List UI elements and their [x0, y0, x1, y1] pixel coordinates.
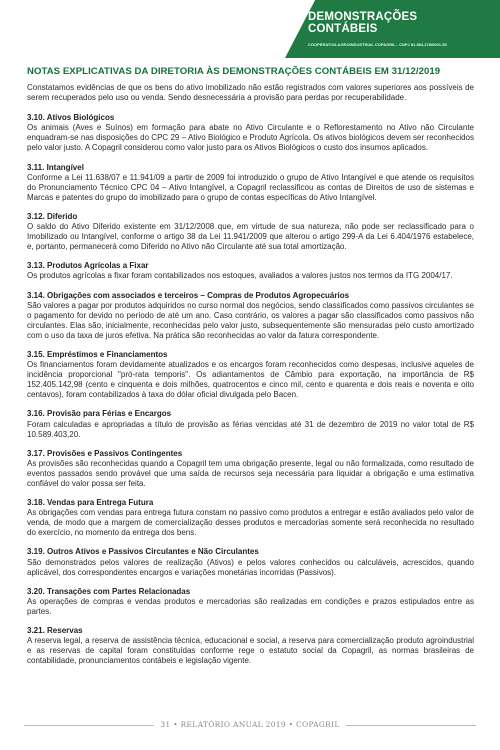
header-title-line2: CONTÁBEIS: [308, 22, 378, 35]
note-section: [27, 547, 474, 577]
note-section: [27, 261, 474, 281]
note-body: O saldo do Ativo Diferido existente em 31/12/2008 que, em virtude de sua natureza, não pode ser reclassificado para o Imobilizado ou Intangível, conforme o artigo 38 da Lei 11.941/2009 que alterou o artigo 299-A da Lei 6.404/1976 estabelece, e, portanto, permanecerá como Diferido no Ativo não Circulante até sua total amortização.: [27, 222, 474, 252]
notes-content: [27, 83, 474, 675]
page-title: NOTAS EXPLICATIVAS DA DIRETORIA ÀS DEMONSTRAÇÕES CONTÁBEIS EM 31/12/2019: [27, 66, 441, 77]
note-heading: 3.18. Vendas para Entrega Futura: [27, 498, 154, 508]
footer-text: 31 • RELATÓRIO ANUAL 2019 • COPAGRIL: [154, 720, 345, 729]
note-heading: 3.13. Produtos Agrícolas a Fixar: [27, 261, 149, 271]
note-heading: 3.16. Provisão para Férias e Encargos: [27, 409, 172, 419]
note-section: [27, 409, 474, 439]
note-body: As provisões são reconhecidas quando a Copagril tem uma obrigação presente, legal ou não formalizada, como resultado de eventos passados sendo provável que uma saída de recursos seja necessária para liquidar a obrigação e uma estimativa confiável do valor possa ser feita.: [27, 458, 474, 488]
note-section: [27, 449, 474, 489]
note-heading: 3.19. Outros Ativos e Passivos Circulantes e Não Circulantes: [27, 547, 259, 557]
header-title: [308, 12, 488, 35]
note-body: As operações de compras e vendas produtos e mercadorias são realizadas em condições e prazos estipulados entre as partes.: [27, 596, 474, 616]
page-header: [0, 0, 500, 58]
note-section: [27, 350, 474, 400]
note-heading: 3.21. Reservas: [27, 626, 83, 636]
note-body: São demonstrados pelos valores de realização (Ativos) e pelos valores conhecidos ou calculáveis, acrescidos, quando aplicável, dos correspondentes encargos e variações monetárias incorridas (Passivos).: [27, 557, 474, 577]
note-body: Foram calculadas e apropriadas a título de provisão as férias vencidas até 31 de dezembro de 2019 no valor total de R$ 10.589.403,20.: [27, 419, 474, 439]
note-heading: 3.11. Intangível: [27, 162, 84, 172]
page-footer: [0, 716, 500, 736]
note-body: Os financiamentos foram devidamente atualizados e os encargos foram reconhecidos como despesas, inclusive aqueles de incidência proporcional "pró-rata temporis". Os adiantamentos de Câmbio para exportação, na importância de R$ 152.405.142,98 (cento e cinquenta e dois milhões, quatrocentos e cinco mil, cento e quarenta e dois reais e noventa e oito centavos), foram contabilizados à taxa do dólar oficial divulgada pelo Bacen.: [27, 360, 474, 400]
note-heading: 3.12. Diferido: [27, 211, 78, 221]
note-section: [27, 626, 474, 666]
note-body: A reserva legal, a reserva de assistência técnica, educacional e social, a reserva para comercialização produto agroindustrial e as reservas de capital foram constituídas conforme rege o estatuto social da Copagril, as normas brasileiras de contabilidade, pronunciamentos contábeis e legislação vigente.: [27, 636, 474, 666]
note-section: [27, 212, 474, 252]
note-heading: 3.20. Transações com Partes Relacionadas: [27, 586, 191, 596]
note-heading: 3.10. Ativos Biológicos: [27, 113, 115, 123]
note-body: Os animais (Aves e Suínos) em formação para abate no Ativo Circulante e o Reflorestamento no Ativo não Circulante enquadram-se nas disposições do CPC 29 – Ativo Biológico e Produto Agrícola. Os ativos biológicos devem ser reconhecidos pelo valor justo. A Copagril considerou como valor justo para os Ativos Biológicos o custo dos insumos aplicados.: [27, 123, 474, 153]
note-section: [27, 498, 474, 538]
note-heading: 3.14. Obrigações com associados e terceiros – Compras de Produtos Agropecuários: [27, 290, 350, 300]
note-section: [27, 291, 474, 341]
note-heading: 3.17. Provisões e Passivos Contingentes: [27, 448, 183, 458]
header-subtitle: COOPERATIVA AGROINDUSTRIAL COPAGRIL - CNPJ 81.584.278/0001-55: [308, 42, 447, 47]
note-heading: 3.15. Empréstimos e Financiamentos: [27, 349, 168, 359]
note-body: Conforme a Lei 11.638/07 e 11.941/09 a partir de 2009 foi introduzido o grupo de Ativo Intangível e que atende os requisitos do Pronunciamento Técnico CPC 04 – Ativo Intangível, a Copagril reclassificou as contas de Direitos de uso de sistemas e Marcas e patentes do grupo do imobilizado para o grupo de contas específicas do Ativo Intangível.: [27, 172, 474, 202]
footer-text-wrap: [0, 720, 500, 729]
note-body: As obrigações com vendas para entrega futura constam no passivo como produtos a entregar e estão avaliados pelo valor de venda, de modo que a margem de comercialização desses produtos e mercadorias somente será reconhecida no resultado do exercício, no momento da entrega dos bens.: [27, 508, 474, 538]
sections-list: [27, 113, 474, 666]
note-body: São valores a pagar por produtos adquiridos no curso normal dos negócios, sendo classificados como passivos circulantes se o pagamento for devido no período de até um ano. Caso contrário, os valores a pagar são classificados como passivos não circulantes. Elas são, inicialmente, reconhecidas pelo valor justo, subsequentemente são mensuradas pelo custo amortizado com o uso da taxa de juros efetiva. Na prática são reconhecidas ao valor da fatura correspondente.: [27, 300, 474, 340]
header-title-line1: DEMONSTRAÇÕES: [308, 11, 418, 23]
note-body: Os produtos agrícolas a fixar foram contabilizados nos estoques, avaliados a valores justos nos termos da ITG 2004/17.: [27, 271, 453, 281]
note-section: [27, 587, 474, 617]
note-section: [27, 163, 474, 203]
note-section: [27, 113, 474, 153]
intro-paragraph: Constatamos evidências de que os bens do ativo imobilizado não estão registrados com valores superiores aos possíveis de serem recuperados pelo uso ou venda. Sendo desnecessária a provisão para perdas por recuperabilidade.: [27, 83, 474, 103]
